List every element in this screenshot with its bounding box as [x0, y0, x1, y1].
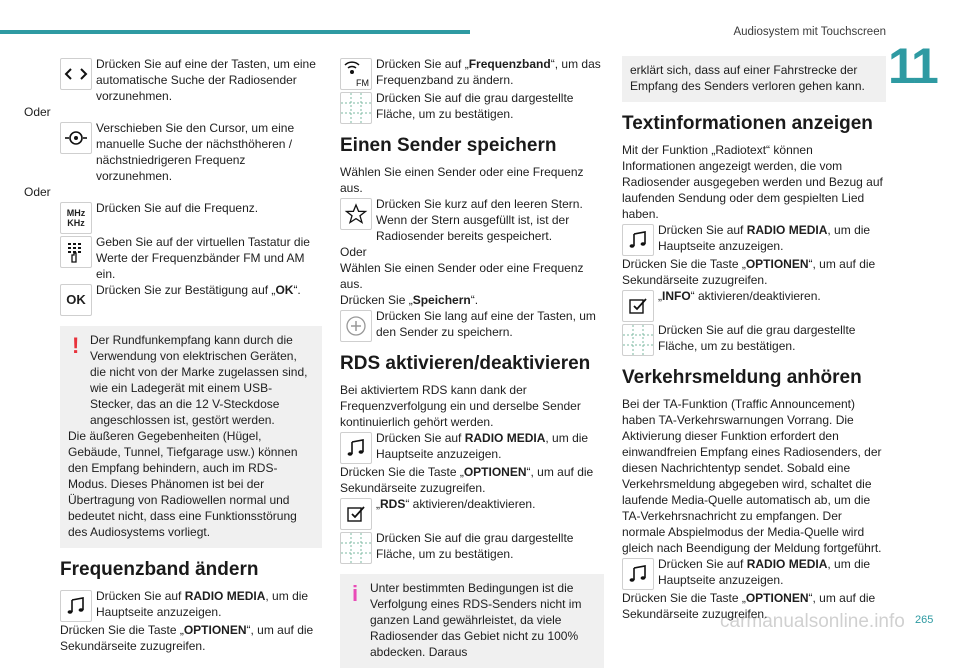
- or-text: Oder: [340, 245, 367, 259]
- list-item: [340, 430, 604, 464]
- page-number: 265: [915, 614, 934, 626]
- ok-icon: [60, 284, 92, 316]
- paragraph: „INFO“ aktivieren/deaktivieren.: [658, 289, 821, 303]
- watermark: carmanualsonline.info: [720, 611, 905, 632]
- paragraph: Drücken Sie lang auf eine der Tasten, um den Sender zu speichern.: [376, 309, 596, 339]
- chapter-number: 11: [888, 38, 937, 94]
- list-item: [60, 120, 322, 184]
- info-box: [340, 574, 604, 668]
- column-1: [24, 56, 322, 654]
- paragraph: Wählen Sie einen Sender oder eine Frequenz aus.: [340, 165, 584, 195]
- paragraph: Drücken Sie auf die grau dargestellte Fläche, um zu bestätigen.: [658, 323, 856, 353]
- warning-text: Der Rundfunkempfang kann durch die Verwendung von elektrischen Geräten, die nicht von der Marke zugelassen sind, wie ein Ladegerät mit einem USB-Stecker, das an die 12 V-Steckdose angeschlossen ist, gestört werden.: [90, 333, 308, 427]
- paragraph: Drücken Sie auf eine der Tasten, um eine automatische Suche der Radiosender vorzunehmen.: [96, 57, 316, 103]
- music-note-icon: [340, 432, 372, 464]
- list-item: [60, 282, 322, 316]
- music-note-icon: [622, 224, 654, 256]
- checkbox-icon: [622, 290, 654, 322]
- section-heading: Textinformationen anzeigen: [622, 113, 873, 134]
- paragraph: Drücken Sie auf die grau dargestellte Fläche, um zu bestätigen.: [376, 91, 574, 121]
- info-box-continued: [622, 56, 886, 102]
- section-heading: Verkehrsmeldung anhören: [622, 367, 862, 388]
- paragraph: Wählen Sie einen Sender oder eine Frequenz aus.: [340, 261, 584, 291]
- ok-label: OK: [66, 292, 86, 307]
- paragraph: Drücken Sie die Taste „OPTIONEN“, um auf die Sekundärseite zuzugreifen.: [622, 257, 876, 287]
- running-header: Audiosystem mit Touchscreen: [733, 26, 886, 38]
- paragraph: Drücken Sie auf RADIO MEDIA, um die Hauptseite anzuzeigen.: [376, 431, 589, 461]
- paragraph: Geben Sie auf der virtuellen Tastatur die Werte der Frequenzbänder FM und AM ein.: [96, 235, 310, 281]
- khz-label: KHz: [67, 218, 85, 228]
- paragraph: Drücken Sie auf „Frequenzband“, um das Frequenzband zu ändern.: [376, 57, 601, 87]
- keypad-icon: [60, 236, 92, 268]
- paragraph: Drücken Sie „Speichern“.: [340, 293, 479, 307]
- add-preset-icon: [340, 310, 372, 342]
- list-item: [340, 530, 604, 564]
- grey-area-icon: [622, 324, 654, 356]
- frequency-icon: [60, 202, 92, 234]
- info-text: erklärt sich, dass auf einer Fahrstrecke der Empfang des Senders verloren gehen kann.: [630, 63, 865, 93]
- paragraph: Drücken Sie zur Bestätigung auf „OK“.: [96, 283, 301, 297]
- paragraph: „RDS“ aktivieren/deaktivieren.: [376, 497, 536, 511]
- section-heading: Frequenzband ändern: [60, 559, 259, 580]
- column-2: [340, 56, 604, 668]
- info-text: Unter bestimmten Bedingungen ist die Verfolgung eines RDS-Senders nicht im ganzen Land gewährleistet, da viele Radiosender das Gebiet nicht zu 100% abdecken. Daraus: [370, 581, 582, 659]
- header-accent-bar: [0, 30, 470, 34]
- fm-label: FM: [356, 78, 369, 88]
- paragraph: Drücken Sie die Taste „OPTIONEN“, um auf die Sekundärseite zuzugreifen.: [60, 623, 314, 653]
- paragraph: Verschieben Sie den Cursor, um eine manuelle Suche der nächsthöheren / nächstniedrigeren Frequenz vorzunehmen.: [96, 121, 295, 183]
- radio-wave-icon: [340, 58, 372, 90]
- chevron-left-right-icon: [60, 58, 92, 90]
- column-3: [622, 56, 886, 622]
- list-item: [340, 196, 604, 244]
- warning-box: [60, 326, 322, 548]
- list-item: [60, 200, 322, 234]
- section-heading: RDS aktivieren/deaktivieren: [340, 353, 591, 374]
- list-item: [60, 588, 322, 622]
- list-item: [60, 234, 322, 282]
- paragraph: Bei aktiviertem RDS kann dank der Frequenzverfolgung ein und derselbe Sender kontinuierlich gehört werden.: [340, 383, 581, 429]
- paragraph: Drücken Sie auf RADIO MEDIA, um die Hauptseite anzuzeigen.: [96, 589, 309, 619]
- paragraph: Drücken Sie die Taste „OPTIONEN“, um auf die Sekundärseite zuzugreifen.: [340, 465, 594, 495]
- music-note-icon: [622, 558, 654, 590]
- list-item: [60, 56, 322, 104]
- grey-area-icon: [340, 92, 372, 124]
- list-item: [340, 496, 604, 530]
- or-text: Oder: [24, 185, 51, 199]
- list-item: [622, 288, 886, 322]
- checkbox-icon: [340, 498, 372, 530]
- or-text: Oder: [24, 105, 51, 119]
- section-heading: Einen Sender speichern: [340, 135, 557, 156]
- tuning-cursor-icon: [60, 122, 92, 154]
- list-item: [622, 322, 886, 356]
- warning-text: Die äußeren Gegebenheiten (Hügel, Gebäude, Tunnel, Tiefgarage usw.) können den Empfang behindern, auch im RDS-Modus. Dieses Phänomen ist bei der Übertragung von Radiowellen normal und bedeutet nicht, dass eine Funktionsstörung des Audiosystems vorliegt.: [68, 429, 298, 539]
- mhz-label: MHz: [66, 208, 86, 218]
- list-item: [340, 90, 604, 124]
- list-item: [340, 56, 604, 90]
- paragraph: Bei der TA-Funktion (Traffic Announcement) haben TA-Verkehrswarnungen Vorrang. Die Aktivierung dieser Funktion erfordert den einwandfreien Empfang eines Radiosenders, der diesen Nachrichtentyp sendet. Sobald eine Verkehrsmeldung abgegeben wird, schaltet die laufende Media-Quelle automatisch ab, um die TA-Verkehrsnachricht zu empfangen. Der normale Abspielmodus der Media-Quelle wird gleich nach Beendigung der Meldung fortgeführt.: [622, 397, 882, 555]
- star-icon: [340, 198, 372, 230]
- paragraph: Drücken Sie auf die Frequenz.: [96, 201, 259, 215]
- paragraph: Drücken Sie auf die grau dargestellte Fläche, um zu bestätigen.: [376, 531, 574, 561]
- list-item: [340, 308, 604, 342]
- grey-area-icon: [340, 532, 372, 564]
- paragraph: Mit der Funktion „Radiotext“ können Informationen angezeigt werden, die vom Radiosender ausgegeben werden und Bezug auf laufenden Sendung oder dem gespielten Lied haben.: [622, 143, 883, 221]
- info-icon: i: [352, 581, 359, 606]
- paragraph: Drücken Sie auf RADIO MEDIA, um die Hauptseite anzuzeigen.: [658, 223, 871, 253]
- paragraph: Drücken Sie die Taste „OPTIONEN“, um auf die Sekundärseite zuzugreifen.: [622, 591, 876, 621]
- paragraph: Drücken Sie auf RADIO MEDIA, um die Hauptseite anzuzeigen.: [658, 557, 871, 587]
- paragraph: Drücken Sie kurz auf den leeren Stern. Wenn der Stern ausgefüllt ist, ist der Radiosender bereits gespeichert.: [376, 197, 583, 243]
- list-item: [622, 222, 886, 256]
- music-note-icon: [60, 590, 92, 622]
- exclamation-icon: !: [72, 333, 80, 358]
- list-item: [622, 556, 886, 590]
